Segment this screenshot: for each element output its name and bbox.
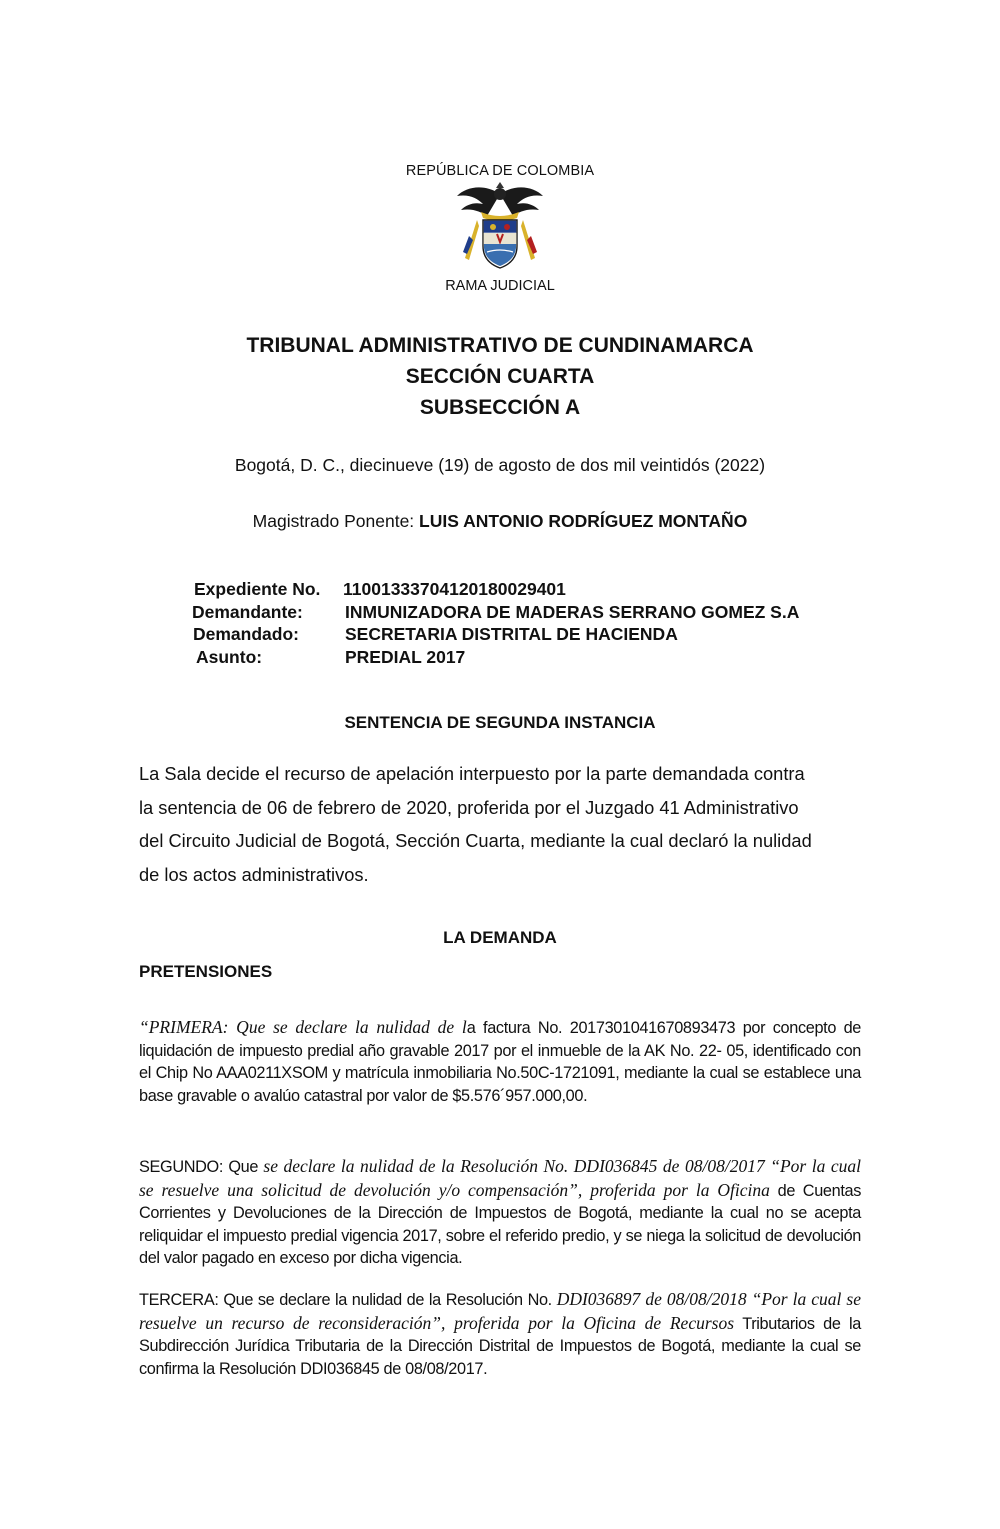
republica-heading: REPÚBLICA DE COLOMBIA	[405, 163, 595, 179]
rama-judicial-heading: RAMA JUDICIAL	[445, 278, 555, 294]
tribunal-line-3: SUBSECCIÓN A	[419, 396, 581, 419]
date-line: Bogotá, D. C., diecinueve (19) de agosto de dos mil veintidós (2022)	[234, 455, 766, 475]
asunto-label: Asunto:	[196, 647, 263, 667]
pretension3-start: TERCERA: Que se declare la nulidad de la Resolución No.	[139, 1291, 557, 1309]
intro-line: la sentencia de 06 de febrero de 2020, proferida por el Juzgado 41 Administrativo	[139, 796, 799, 818]
pretension2-italic: se declare la nulidad de la Resolución No. DDI036845 de 08/08/2017 “Por la cual se resuelve una solicitud de devolución y/o compensación”, proferida por la Oficina	[139, 1156, 861, 1200]
ponente-label: Magistrado Ponente:	[252, 511, 420, 531]
sentencia-title: SENTENCIA DE SEGUNDA INSTANCIA	[344, 713, 656, 732]
intro-line: de los actos administrativos.	[139, 864, 369, 886]
pretension-segunda	[139, 1155, 861, 1270]
ponente-name: LUIS ANTONIO RODRÍGUEZ MONTAÑO	[419, 511, 748, 531]
expediente-value: 11001333704120180029401	[343, 579, 566, 599]
pretension-tercera	[139, 1288, 861, 1380]
intro-line: La Sala decide el recurso de apelación interpuesto por la parte demandada contra	[139, 763, 805, 784]
coat-of-arms-icon	[455, 180, 545, 272]
intro-line: del Circuito Judicial de Bogotá, Sección Cuarta, mediante la cual declaró la nulidad	[139, 830, 812, 852]
demandado-label: Demandado:	[193, 624, 299, 644]
demandado-value: SECRETARIA DISTRITAL DE HACIENDA	[345, 624, 678, 644]
tribunal-line-1: TRIBUNAL ADMINISTRATIVO DE CUNDINAMARCA	[246, 334, 754, 357]
demandante-label: Demandante:	[192, 602, 303, 622]
pretension3-text: Tributarios de la Subdirección Jurídica Tributaria de la Dirección Distrital de Impuestos de Bogotá, mediante la cual se confirma la Resolución DDI036845 de 08/08/2017.	[139, 1314, 862, 1378]
magistrado-ponente	[0, 511, 1000, 532]
pretension2-start: SEGUNDO: Que	[139, 1158, 264, 1176]
intro-paragraph	[139, 757, 861, 892]
demanda-title: LA DEMANDA	[443, 928, 557, 947]
pretension3-italic: DDI036897 de 08/08/2018 “Por la cual se resuelve un recurso de reconsideración”, proferida por la Oficina de Recursos	[139, 1289, 861, 1333]
tribunal-heading	[0, 330, 1000, 423]
pretensiones-title: PRETENSIONES	[139, 962, 273, 981]
pretension1-text: a factura No. 2017301041670893473 por concepto de liquidación de impuesto predial año gravable 2017 por el inmueble de la AK No. 22- 05, identificado con el Chip No AAA0211XSOM y matrícula inmobiliaria No.50C-1721091, mediante la cual se establece una base gravable o avalúo catastral por valor de $5.576´957.000,00.	[139, 1019, 861, 1105]
pretension-primera	[139, 1016, 861, 1107]
asunto-value: PREDIAL 2017	[345, 647, 466, 667]
demandante-value: INMUNIZADORA DE MADERAS SERRANO GOMEZ S.A	[345, 602, 800, 622]
tribunal-line-2: SECCIÓN CUARTA	[405, 365, 595, 388]
expediente-label: Expediente No.	[194, 579, 321, 599]
pretension1-italic: “PRIMERA: Que se declare la nulidad de l	[139, 1017, 467, 1037]
pretension2-text: de Cuentas Corrientes y Devoluciones de la Dirección de Impuestos de Bogotá, mediante la cual no se acepta reliquidar el impuesto predial vigencia 2017, sobre el referido predio, y se niega la solicitud de devolución del valor pagado en exceso por dicha vigencia.	[139, 1181, 861, 1267]
